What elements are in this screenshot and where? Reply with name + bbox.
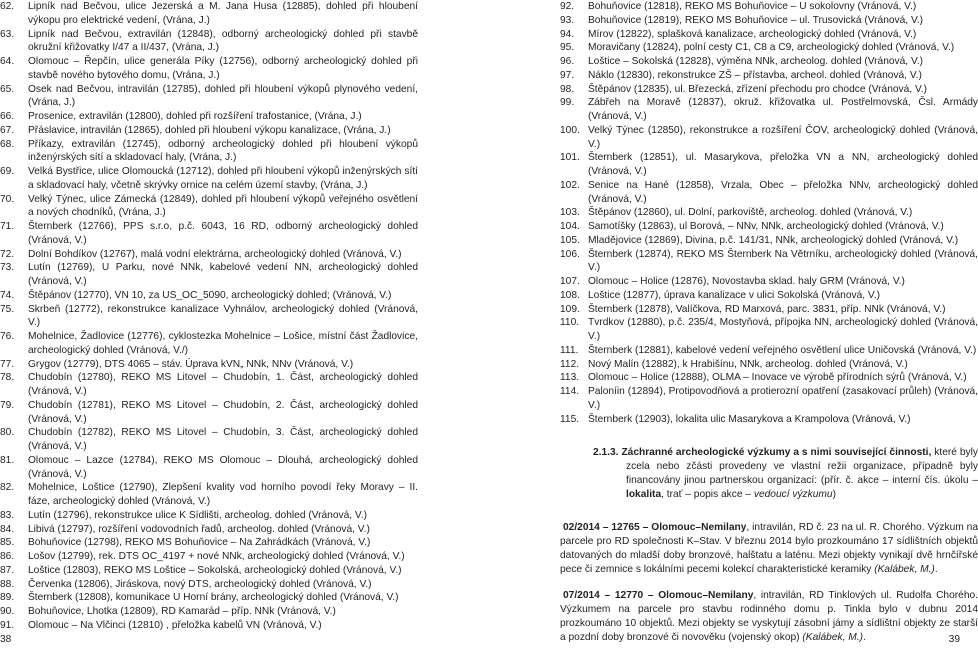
- item-number: 113.: [560, 372, 580, 384]
- item-number: 67.: [0, 124, 15, 136]
- item-text: Chudobín (12780), REKO MS Litovel – Chudobín, 1. Část, archeologický dohled (Vránová, V.): [28, 372, 418, 397]
- item-text: Olomouc – Lazce (12784), REKO MS Olomouc – Dlouhá, archeologický dohled (Vránová, V.): [28, 454, 418, 480]
- item-number: 62.: [0, 1, 15, 12]
- item-text: Šternberk (12881), kabelové vedení veřejného osvětlení ulice Uničovská (Vránová, V.): [588, 344, 977, 356]
- item-number: 106.: [560, 248, 580, 260]
- item-number: 71.: [0, 221, 15, 232]
- item-number: 86.: [0, 551, 15, 562]
- item-number: 114.: [560, 386, 580, 397]
- section-title: Záchranné archeologické výzkumy a s nimi související činnosti,: [621, 447, 932, 459]
- list-item: [560, 41, 978, 55]
- item-number: 91.: [0, 619, 15, 631]
- list-item: [560, 371, 978, 385]
- item-number: 82.: [0, 482, 15, 494]
- list-item: [0, 124, 418, 138]
- item-text: Šternberk (12903), lokalita ulic Masarykova a Krampolova (Vránová, V.): [588, 413, 911, 425]
- item-text: Velká Bystřice, ulice Olomoucká (12712), dohled při hloubení výkopů inženýrských sítí a skladovací haly, včetně skrývky ornice na celém území stavby, (Vrána, J.): [28, 166, 418, 191]
- list-item: [560, 0, 978, 14]
- item-number: 102.: [560, 179, 580, 191]
- item-number: 64.: [0, 56, 15, 67]
- list-item: [560, 234, 978, 248]
- item-number: 75.: [0, 303, 15, 315]
- paragraph-bold-lead: 07/2014 – 12770 – Olomouc–Nemilany: [563, 590, 754, 602]
- list-item: [0, 289, 418, 303]
- section-number: 2.1.3.: [593, 447, 619, 459]
- item-number: 111.: [560, 344, 579, 356]
- item-number: 98.: [560, 83, 575, 95]
- list-item: [0, 536, 418, 550]
- left-page: [0, 0, 480, 653]
- item-text: Mírov (12822), splašková kanalizace, archeologický dohled (Vránová, V.): [588, 28, 917, 40]
- item-text: Lutín (12769), U Parku, nové NNk, kabelové vedení NN, archeologický dohled (Vránová, V.): [28, 262, 418, 287]
- item-text: Chudobín (12781), REKO MS Litovel – Chudobín, 2. Část, archeologický dohled (Vránová, V.): [28, 399, 418, 425]
- list-item: [560, 151, 978, 179]
- section-heading: [593, 446, 978, 501]
- list-item: [560, 179, 978, 207]
- list-item: [560, 28, 978, 42]
- research-paragraph: [560, 589, 978, 644]
- item-text: Šternberk (12808), komunikace U Horní brány, archeologický dohled (Vránová, V.): [28, 592, 399, 604]
- item-number: 65.: [0, 83, 15, 95]
- item-text: Olomouc – Řepčín, ulice generála Píky (12756), odborný archeologický dohled při stavbě nového bytového domu, (Vrána, J.): [28, 56, 418, 81]
- list-item: [0, 591, 418, 605]
- list-item: [560, 344, 978, 358]
- item-text: Prosenice, extravilán (12800), dohled při rozšíření trafostanice, (Vrána, J.): [28, 111, 362, 122]
- item-number: 100.: [560, 124, 580, 136]
- item-number: 76.: [0, 331, 15, 342]
- list-item: [560, 96, 978, 124]
- left-entry-list: [0, 0, 418, 633]
- list-item: [0, 138, 418, 166]
- item-number: 63.: [0, 28, 15, 40]
- item-text: Bohuňovice (12819), REKO MS Bohuňovice – ul. Trusovická (Vránová, V.): [588, 14, 924, 26]
- item-text: Olomouc – Holice (12888), OLMA – Inovace ve výrobě přírodních sýrů (Vránová, V.): [588, 372, 967, 384]
- item-text: Grygov (12779), DTS 4065 – stáv. Úprava kVN„ NNk, NNv (Vránová, V.): [28, 358, 354, 370]
- list-item: [0, 399, 418, 427]
- list-item: [0, 55, 418, 83]
- list-item: [0, 0, 418, 28]
- item-text: Šternberk (12766), PPS s.r.o, p.č. 6043, 16 RD, odborný archeologický dohled (Vránová, V.): [28, 221, 418, 246]
- list-item: [0, 248, 418, 262]
- item-text: Zábřeh na Moravě (12837), okruž. křižovatka ul. Postřelmovská, Čsl. Armády (Vránová, V.): [588, 97, 978, 122]
- item-number: 74.: [0, 289, 15, 301]
- item-text: Šternberk (12878), Valíčkova, RD Marxová, parc. 3831, příp. NNk (Vránová, V.): [588, 303, 946, 315]
- research-paragraph: [560, 521, 978, 576]
- item-text: Osek nad Bečvou, intravilán (12785), dohled při hloubení výkopů plynového vedení, (Vrána, J.): [28, 83, 418, 109]
- list-item: [0, 303, 418, 331]
- list-item: [0, 330, 418, 358]
- item-text: Chudobín (12782), REKO MS Litovel – Chudobín, 3. Část, archeologický dohled (Vránová, V.): [28, 427, 418, 452]
- list-item: [560, 289, 978, 303]
- item-number: 88.: [0, 578, 15, 590]
- list-item: [0, 605, 418, 619]
- item-text: Lošov (12799), rek. DTS OC_4197 + nové NNk, archeologický dohled (Vránová, V.): [28, 551, 405, 562]
- list-item: [0, 619, 418, 633]
- paragraph-author: (Kalábek, M.): [802, 631, 863, 643]
- item-number: 78.: [0, 372, 15, 384]
- list-item: [560, 83, 978, 97]
- item-text: Náklo (12830), rekonstrukce ZŠ – přístavba, archeol. dohled (Vránová, V.): [588, 69, 922, 81]
- item-text: Moravičany (12824), polní cesty C1, C8 a C9, archeologický dohled (Vránová, V.): [588, 42, 955, 54]
- item-text: Štěpánov (12770), VN 10, za US_OC_5090, archeologický dohled; (Vránová, V.): [28, 289, 392, 301]
- item-number: 90.: [0, 606, 15, 617]
- item-number: 96.: [560, 56, 575, 67]
- item-number: 89.: [0, 592, 15, 604]
- item-number: 99.: [560, 97, 575, 109]
- item-number: 101.: [560, 152, 580, 164]
- list-item: [560, 248, 978, 276]
- list-item: [560, 385, 978, 413]
- list-item: [560, 413, 978, 427]
- item-text: Loštice (12803), REKO MS Loštice – Sokolská, archeologický dohled (Vránová, V.): [28, 564, 402, 576]
- list-item: [0, 426, 418, 454]
- item-number: 83.: [0, 509, 15, 521]
- list-item: [560, 316, 978, 344]
- list-item: [560, 55, 978, 69]
- item-number: 94.: [560, 28, 575, 40]
- list-item: [560, 358, 978, 372]
- section-text-1: které byly zcela nebo zčásti provedeny ve vlastní režii organizace, případně byly financovány jinou partnerskou organizací: (přír. č. akce – interní čís. úkolu –: [626, 447, 978, 486]
- paragraph-text: , intravilán, RD č. 23 na ul. R. Chorého. Výzkum na parcele pro RD společnosti K–Stav. V březnu 2014 bylo prozkoumáno 17 sídlištních objektů datovaných do mladší doby bronzové, halštatu a laténu. Mezi objekty vynikají dvě hrnčířské pece či zemnice s lokálními pecemi kolekcí charakteristické keramiky: [560, 522, 978, 575]
- item-text: Šternberk (12851), ul. Masarykova, přeložka VN a NN, archeologický dohled (Vránová, V.): [588, 152, 978, 177]
- item-number: 93.: [560, 14, 575, 26]
- item-number: 68.: [0, 138, 15, 150]
- item-text: Samotíšky (12863), ul Borová, – NNv, NNk, archeologický dohled (Vránová, V.): [588, 221, 944, 232]
- right-page: [480, 0, 978, 653]
- list-item: [0, 481, 418, 509]
- item-number: 69.: [0, 166, 15, 177]
- right-column: [560, 0, 978, 644]
- item-text: Štěpánov (12835), ul. Březecká, zřízení přechodu pro chodce (Vránová, V.): [588, 83, 928, 95]
- item-number: 110.: [560, 317, 580, 329]
- item-text: Velký Týnec, ulice Zámecká (12849), dohled při hloubení výkopů veřejného osvětlení a nových chodníků, (Vrána, J.): [28, 193, 418, 219]
- item-number: 97.: [560, 69, 575, 81]
- item-text: Přáslavice, intravilán (12865), dohled při hloubení výkopu kanalizace, (Vrána, J.): [28, 124, 391, 136]
- list-item: [0, 193, 418, 221]
- item-text: Červenka (12806), Jiráskova, nový DTS, archeologický dohled (Vránová, V.): [28, 578, 372, 590]
- page-number-left: 38: [0, 634, 12, 645]
- item-number: 105.: [560, 234, 580, 246]
- item-number: 73.: [0, 262, 15, 274]
- list-item: [560, 220, 978, 234]
- list-item: [560, 303, 978, 317]
- item-number: 79.: [0, 399, 15, 411]
- item-text: Dolní Bohdíkov (12767), malá vodní elektrárna, archeologický dohled (Vránová, V.): [28, 248, 402, 260]
- list-item: [0, 28, 418, 56]
- item-number: 87.: [0, 564, 15, 576]
- item-number: 84.: [0, 523, 15, 535]
- item-number: 70.: [0, 193, 15, 205]
- item-text: Lutín (12796), rekonstrukce ulice K Sídlišti, archeolog. dohled (Vránová, V.): [28, 509, 368, 521]
- list-item: [0, 564, 418, 578]
- list-item: [0, 523, 418, 537]
- item-text: Olomouc – Na Vlčinci (12810) , přeložka kabelů VN (Vránová, V.): [28, 619, 322, 631]
- item-text: Lipník nad Bečvou, ulice Jezerská a M. Jana Husa (12885), dohled při hloubení výkopu pro elektrické vedení, (Vrána, J.): [28, 1, 418, 26]
- item-text: Mohelnice, Žadlovice (12776), cyklostezka Mohelnice – Lošice, místní část Žadlovice, archeologický dohled (Vránová, V./): [28, 331, 418, 356]
- list-item: [560, 69, 978, 83]
- section-text-3: ): [832, 488, 836, 500]
- item-text: Mladějovice (12869), Divina, p.č. 141/31, NNk, archeologický dohled (Vránová, V.): [588, 234, 959, 246]
- research-paragraphs: [560, 521, 978, 644]
- item-number: 80.: [0, 427, 15, 439]
- page-number-right: 39: [948, 634, 960, 645]
- list-item: [0, 454, 418, 482]
- item-text: Paloníin (12894), Protipovodňová a protierozní opatření (zasakovací průleh) (Vránová, V.): [588, 386, 978, 411]
- list-item: [560, 124, 978, 152]
- paragraph-author: (Kalábek, M.): [874, 563, 935, 575]
- item-number: 103.: [560, 207, 580, 219]
- list-item: [0, 83, 418, 111]
- item-number: 107.: [560, 276, 580, 287]
- item-text: Tvrdkov (12880), p.č. 235/4, Mostyňová, přípojka NN, archeologický dohled (Vránová, V.): [588, 317, 978, 342]
- paragraph-text: , intravilán, RD Tinklových ul. Rudolfa Chorého. Výzkumem na parcele pro stavbu rodinného domu p. Tinkla bylo v dubnu 2014 prozkoumáno 10 objektů. Mezi objekty se vyskytují zásobní jámy a sídlištní objekty ze starší a pozdní doby bronzové či novověku (vojenský okop): [560, 590, 978, 643]
- item-number: 108.: [560, 289, 580, 301]
- item-number: 109.: [560, 303, 580, 315]
- list-item: [0, 261, 418, 289]
- item-text: Skrbeň (12772), rekonstrukce kanalizace Vyhnálov, archeologický dohled (Vránová, V.): [28, 303, 418, 329]
- item-number: 72.: [0, 248, 15, 260]
- item-number: 92.: [560, 1, 575, 12]
- list-item: [0, 358, 418, 372]
- item-number: 81.: [0, 454, 15, 466]
- item-text: Velký Týnec (12850), rekonstrukce a rozšíření ČOV, archeologický dohled (Vránová, V.): [588, 124, 978, 150]
- item-text: Příkazy, extravilán (12745), odborný archeologický dohled při hloubení výkopů inženýrských sítí a skladovací haly, (Vrána, J.): [28, 138, 418, 164]
- item-text: Bohuňovice, Lhotka (12809), RD Kamarád – příp. NNk (Vránová, V.): [28, 606, 336, 617]
- item-text: Nový Malín (12882), k Hrabišínu, NNk, archeolog. dohled (Vránová, V.): [588, 358, 908, 370]
- item-number: 115.: [560, 413, 580, 425]
- list-item: [0, 371, 418, 399]
- right-entry-list: [560, 0, 978, 426]
- item-text: Bohuňovice (12818), REKO MS Bohuňovice – U sokolovny (Vránová, V.): [588, 1, 917, 12]
- item-text: Loštice (12877), úprava kanalizace v ulici Sokolská (Vránová, V.): [588, 289, 881, 301]
- item-number: 104.: [560, 221, 580, 232]
- item-text: Olomouc – Holice (12876), Novostavba sklad. haly GRM (Vránová, V.): [588, 276, 905, 287]
- paragraph-bold-lead: 02/2014 – 12765 – Olomouc–Nemilany: [563, 522, 747, 534]
- item-text: Libivá (12797), rozšíření vodovodních řadů, archeolog. dohled (Vránová, V.): [28, 523, 370, 535]
- section-italic-text: vedoucí výzkumu: [753, 488, 833, 500]
- item-text: Lipník nad Bečvou, extravilán (12848), odborný archeologický dohled při stavbě okružní křižovatky I/47 a II/437, (Vrána, J.): [28, 28, 418, 54]
- list-item: [0, 165, 418, 193]
- item-text: Bohuňovice (12798), REKO MS Bohuňovice – Na Zahrádkách (Vránová, V.): [28, 537, 371, 549]
- section-bold-word: lokalita: [626, 488, 662, 500]
- item-text: Senice na Hané (12858), Vrzala, Obec – přeložka NNv, archeologický dohled (Vránová, V.): [588, 179, 978, 205]
- item-number: 85.: [0, 537, 15, 549]
- item-text: Mohelnice, Loštice (12790), Zlepšení kvality vod horního povodí řeky Moravy – II. fáze, archeologický dohled (Vránová, V.): [28, 482, 418, 507]
- paragraph-tail: .: [862, 631, 866, 643]
- section-text-2: , trať – popis akce –: [661, 488, 752, 500]
- list-item: [0, 220, 418, 248]
- item-number: 95.: [560, 42, 575, 54]
- list-item: [0, 550, 418, 564]
- list-item: [0, 110, 418, 124]
- item-text: Štěpánov (12860), ul. Dolní, parkoviště, archeolog. dohled (Vránová, V.): [588, 207, 913, 219]
- item-text: Loštice – Sokolská (12828), výměna NNk, archeolog. dohled (Vránová, V.): [588, 56, 924, 67]
- list-item: [560, 275, 978, 289]
- item-text: Šternberk (12874), REKO MS Šternberk Na Větrníku, archeologický dohled (Vránová, V.): [588, 248, 978, 274]
- left-column: [0, 0, 418, 633]
- item-number: 66.: [0, 111, 15, 122]
- list-item: [0, 509, 418, 523]
- list-item: [560, 14, 978, 28]
- paragraph-tail: .: [934, 563, 938, 575]
- item-number: 77.: [0, 358, 15, 370]
- list-item: [0, 578, 418, 592]
- list-item: [560, 206, 978, 220]
- item-number: 112.: [560, 358, 580, 370]
